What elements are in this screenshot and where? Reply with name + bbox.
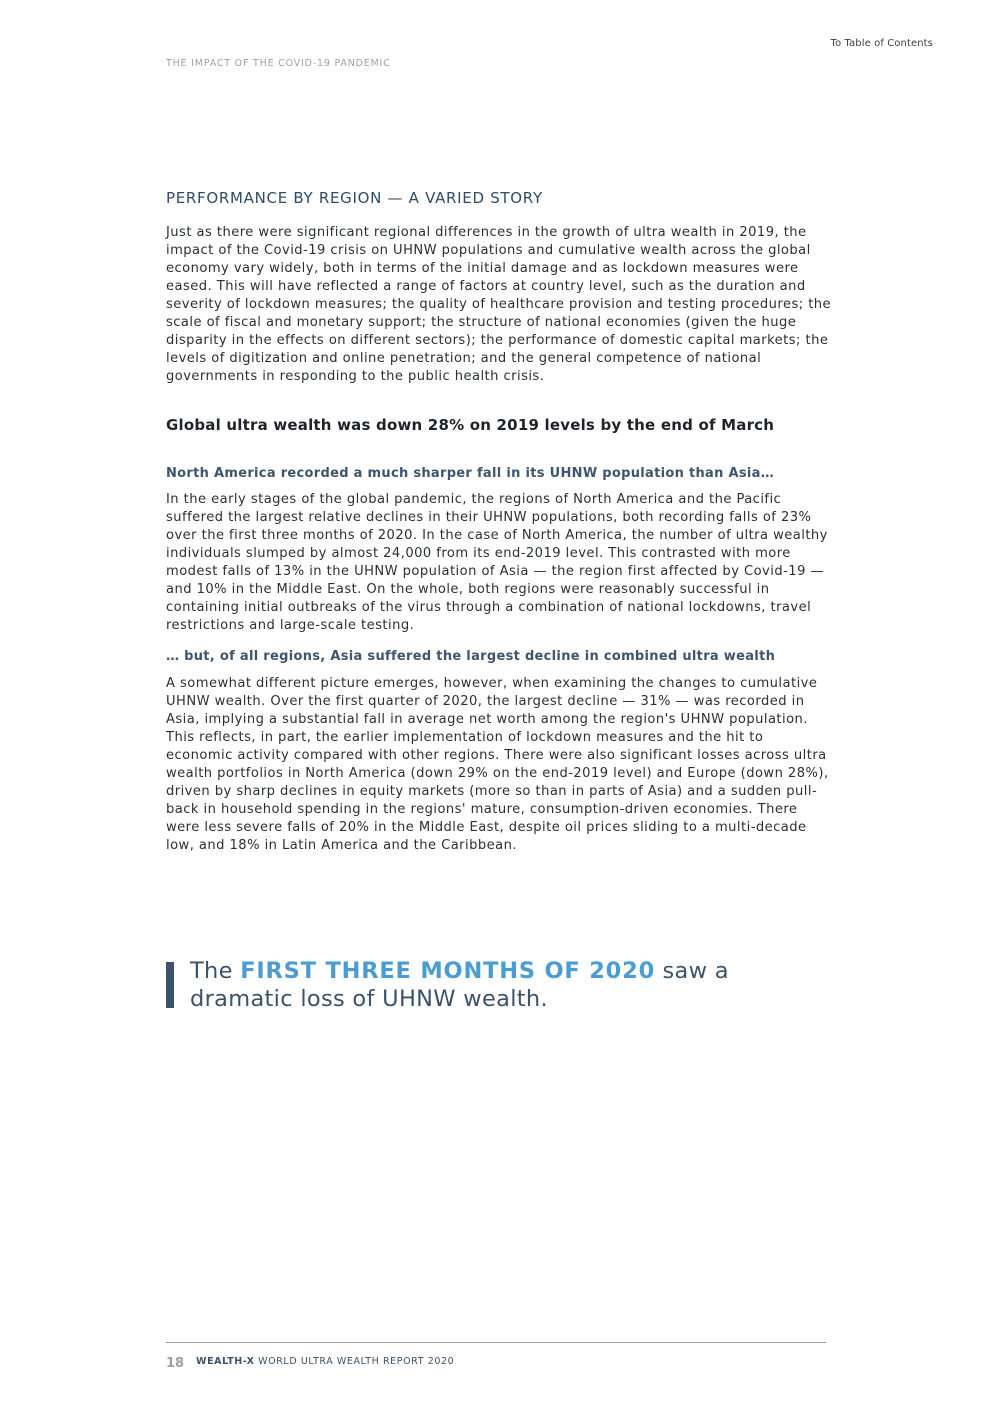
page-number: 18: [166, 1356, 185, 1371]
north-america-subheading: North America recorded a much sharper fall in its UHNW population than Asia…: [166, 466, 775, 481]
pull-quote: [166, 958, 766, 1012]
report-title: [196, 1356, 454, 1367]
pull-quote-suffix: saw a dramatic loss of UHNW wealth.: [190, 958, 729, 1012]
pull-quote-prefix: The: [190, 958, 241, 984]
brand-name: WEALTH-X: [196, 1356, 255, 1367]
report-name: WORLD ULTRA WEALTH REPORT 2020: [254, 1356, 455, 1367]
section-label: THE IMPACT OF THE COVID-19 PANDEMIC: [166, 58, 391, 69]
footer-divider: [166, 1342, 826, 1343]
key-finding-heading: Global ultra wealth was down 28% on 2019 levels by the end of March: [166, 416, 775, 434]
north-america-paragraph: In the early stages of the global pandemic, the regions of North America and the Pacific suffered the largest relative declines in their UHNW populations, both recording falls of 23% over the first three months of 2020. In the case of North America, the number of ultra wealthy individuals slumped by almost 24,000 from its end-2019 level. This contrasted with more modest falls of 13% in the UHNW population of Asia — the region first affected by Covid-19 — and 10% in the Middle East. On the whole, both regions were reasonably successful in containing initial outbreaks of the virus through a combination of national lockdowns, travel restrictions and large-scale testing.: [166, 492, 828, 633]
section-heading: PERFORMANCE BY REGION — A VARIED STORY: [166, 189, 543, 207]
asia-paragraph: A somewhat different picture emerges, however, when examining the changes to cumulative UHNW wealth. Over the first quarter of 2020, the largest decline — 31% — was recorded in Asia, implying a substantial fall in average net worth among the region's UHNW population. This reflects, in part, the earlier implementation of lockdown measures and the hit to economic activity compared with other regions. There were also significant losses across ultra wealth portfolios in North America (down 29% on the end-2019 level) and Europe (down 28%), driven by sharp declines in equity markets (more so than in parts of Asia) and a sudden pull-back in household spending in the regions' mature, consumption-driven economies. There were less severe falls of 20% in the Middle East, despite oil prices sliding to a multi-decade low, and 18% in Latin America and the Caribbean.: [166, 676, 829, 853]
pull-quote-highlight: FIRST THREE MONTHS OF 2020: [240, 958, 656, 984]
intro-paragraph: Just as there were significant regional differences in the growth of ultra wealth in 2019, the impact of the Covid-19 crisis on UHNW populations and cumulative wealth across the global economy vary widely, both in terms of the initial damage and as lockdown measures were eased. This will have reflected a range of factors at country level, such as the duration and severity of lockdown measures; the quality of healthcare provision and testing procedures; the scale of fiscal and monetary support; the structure of national economies (given the huge disparity in the effects on different sectors); the performance of domestic capital markets; the levels of digitization and online penetration; and the general competence of national governments in responding to the public health crisis.: [166, 225, 832, 384]
asia-subheading: … but, of all regions, Asia suffered the largest decline in combined ultra wealth: [166, 649, 776, 664]
table-of-contents-link[interactable]: To Table of Contents: [830, 38, 933, 49]
pull-quote-text: [190, 957, 766, 1013]
quote-bar: [166, 962, 174, 1008]
